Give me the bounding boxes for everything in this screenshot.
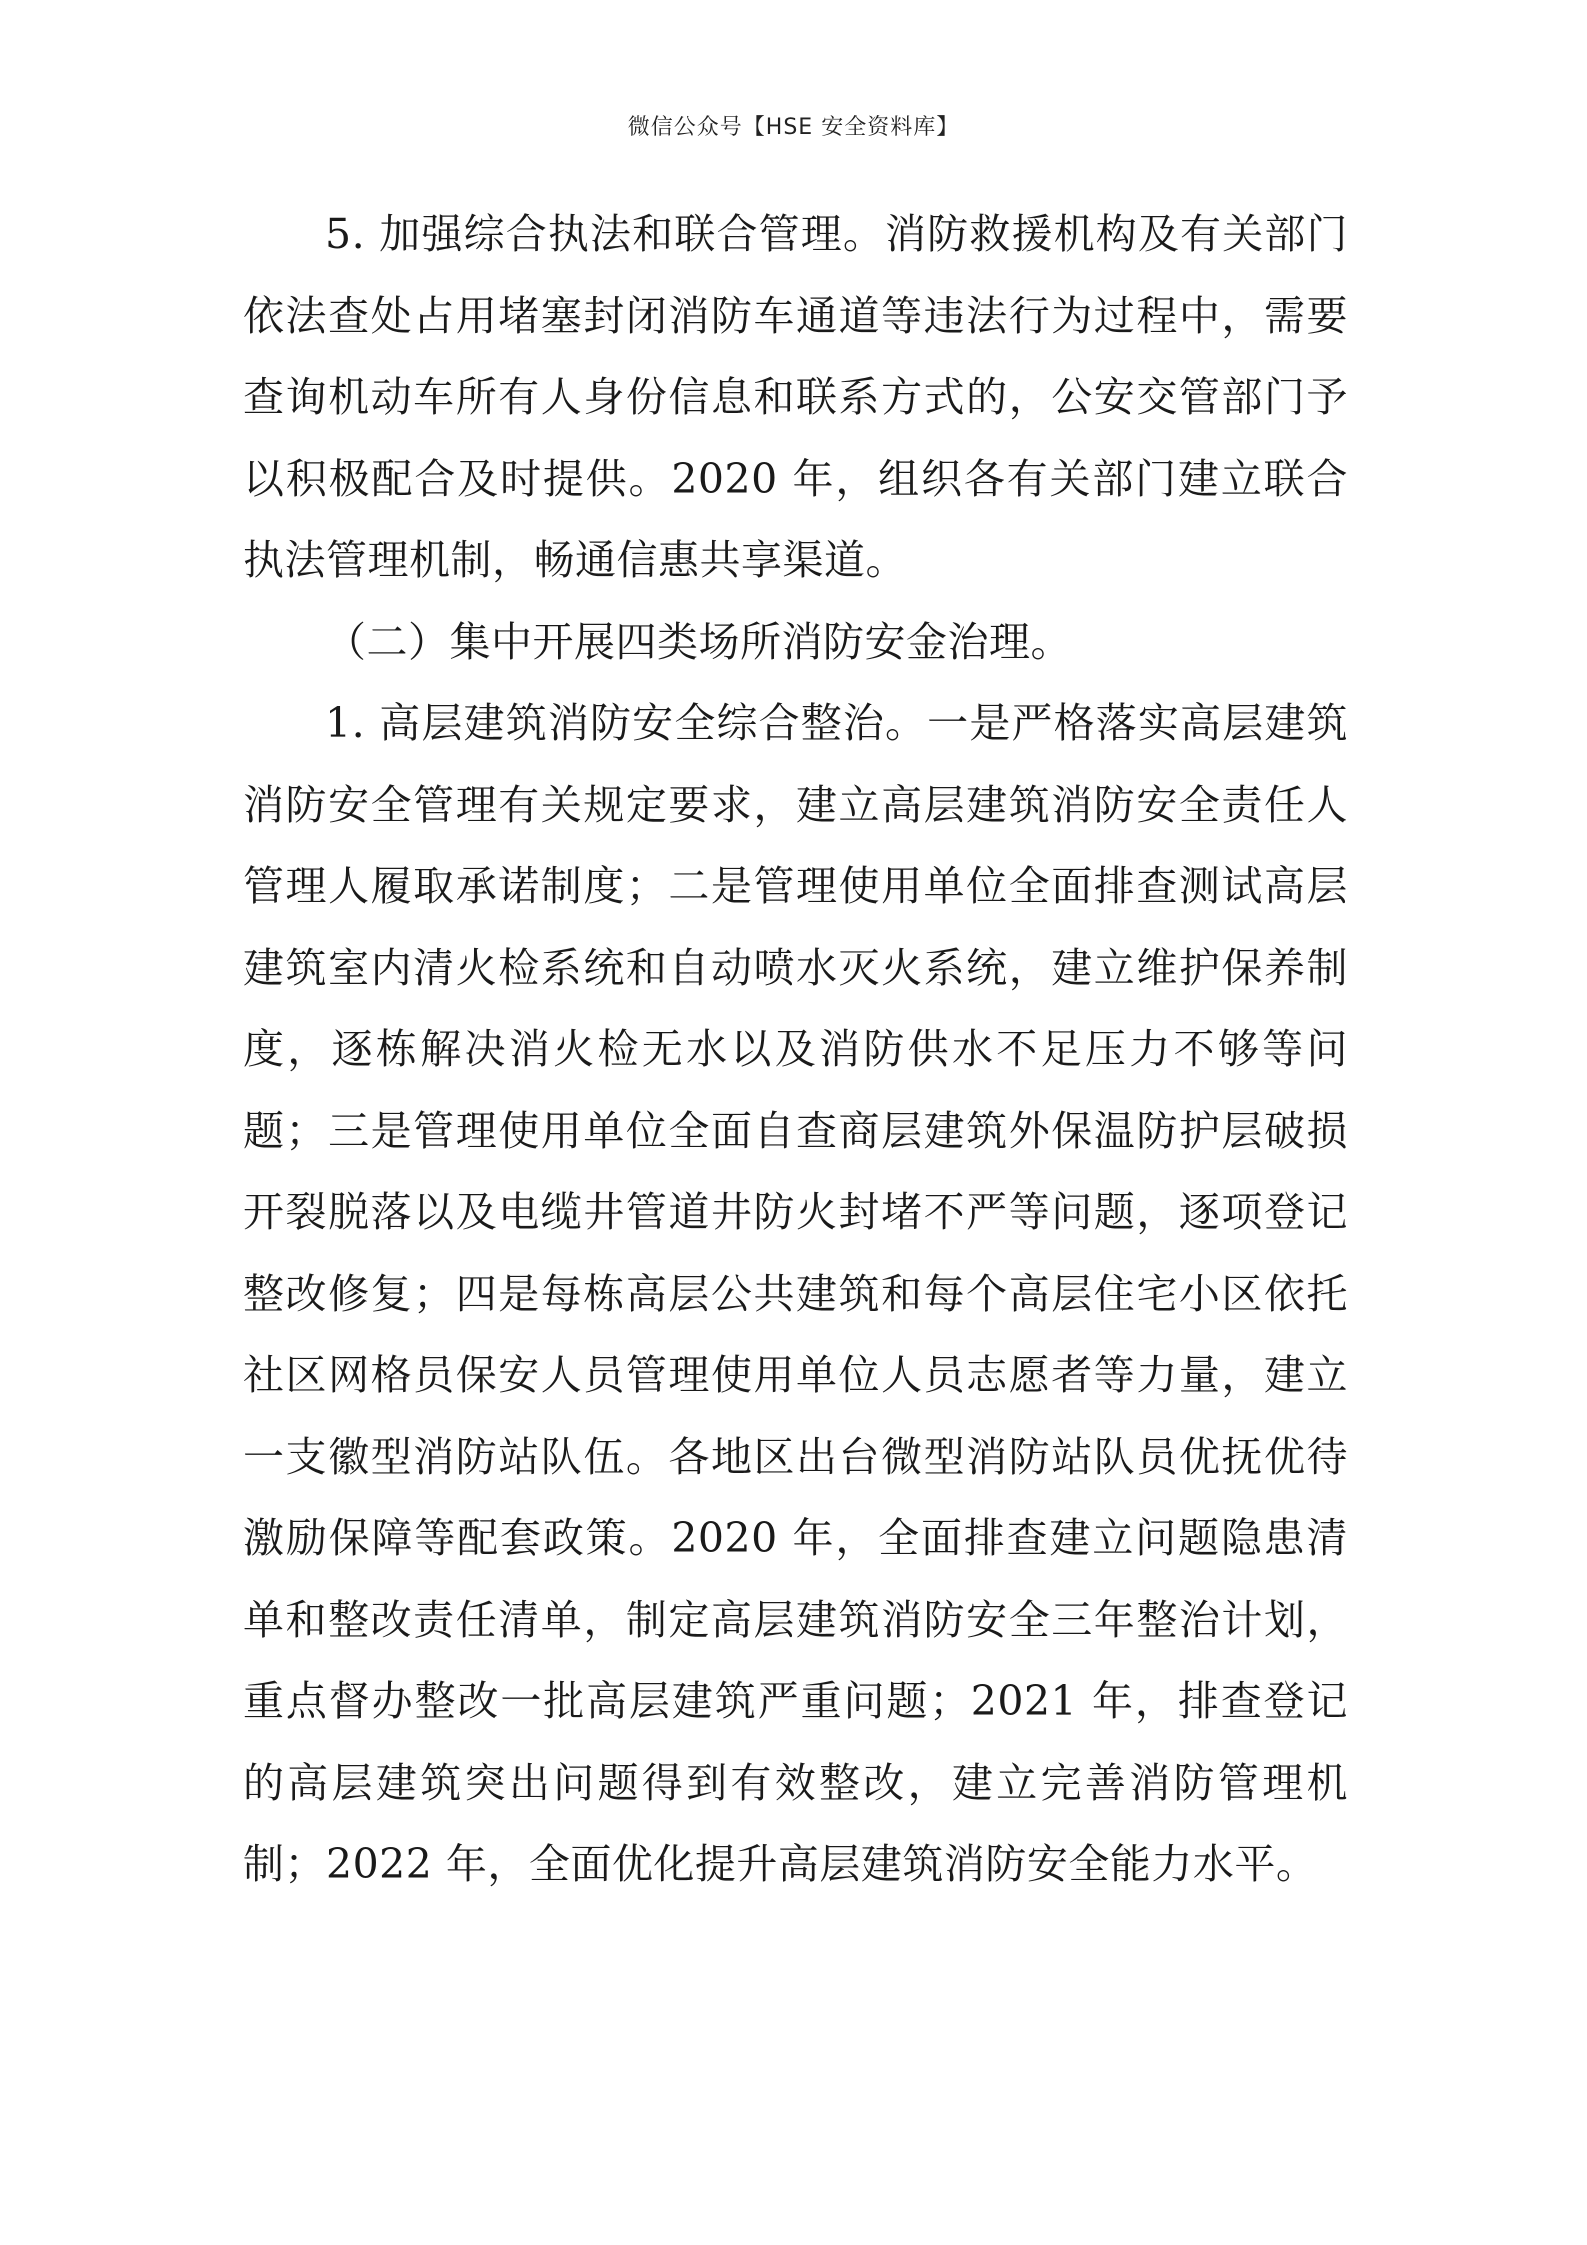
paragraph-high-rise-safety: 1. 高层建筑消防安全综合整治。一是严格落实高层建筑消防安全管理有关规定要求，建立高层建筑消防安全责任人管理人履取承诺制度；二是管理使用单位全面排查测试高层建筑室内清火检系统和自动喷水灭火系统，建立维护保养制度，逐栋解决消火检无水以及消防供水不足压力不够等问题；三是管理使用单位全面自查商层建筑外保温防护层破损开裂脱落以及电缆井管道井防火封堵不严等问题，逐项登记整改修复；四是每栋高层公共建筑和每个高层住宅小区依托社区网格员保安人员管理使用单位人员志愿者等力量，建立一支徽型消防站队伍。各地区出台微型消防站队员优抚优待激励保障等配套政策。2020 年，全面排查建立问题隐患清单和整改责任清单，制定高层建筑消防安全三年整治计划，重点督办整改一批高层建筑严重问题；2021 年，排查登记的高层建筑突出问题得到有效整改，建立完善消防管理机制；2022 年，全面优化提升高层建筑消防安全能力水平。 — [243, 699, 1348, 1888]
page-header: 微信公众号【HSE 安全资料库】 — [627, 115, 960, 140]
section-heading-four-venues: （二）集中开展四类场所消防安金治理。 — [325, 617, 1072, 666]
document-body — [243, 194, 1348, 1906]
paragraph-joint-enforcement: 5. 加强综合执法和联合管理。消防救援机构及有关部门依法查处占用堵塞封闭消防车通道等违法行为过程中，需要查询机动车所有人身份信息和联系方式的，公安交管部门予以积极配合及时提供。2020 年，组织各有关部门建立联合执法管理机制，畅通信惠共享渠道。 — [243, 210, 1348, 584]
